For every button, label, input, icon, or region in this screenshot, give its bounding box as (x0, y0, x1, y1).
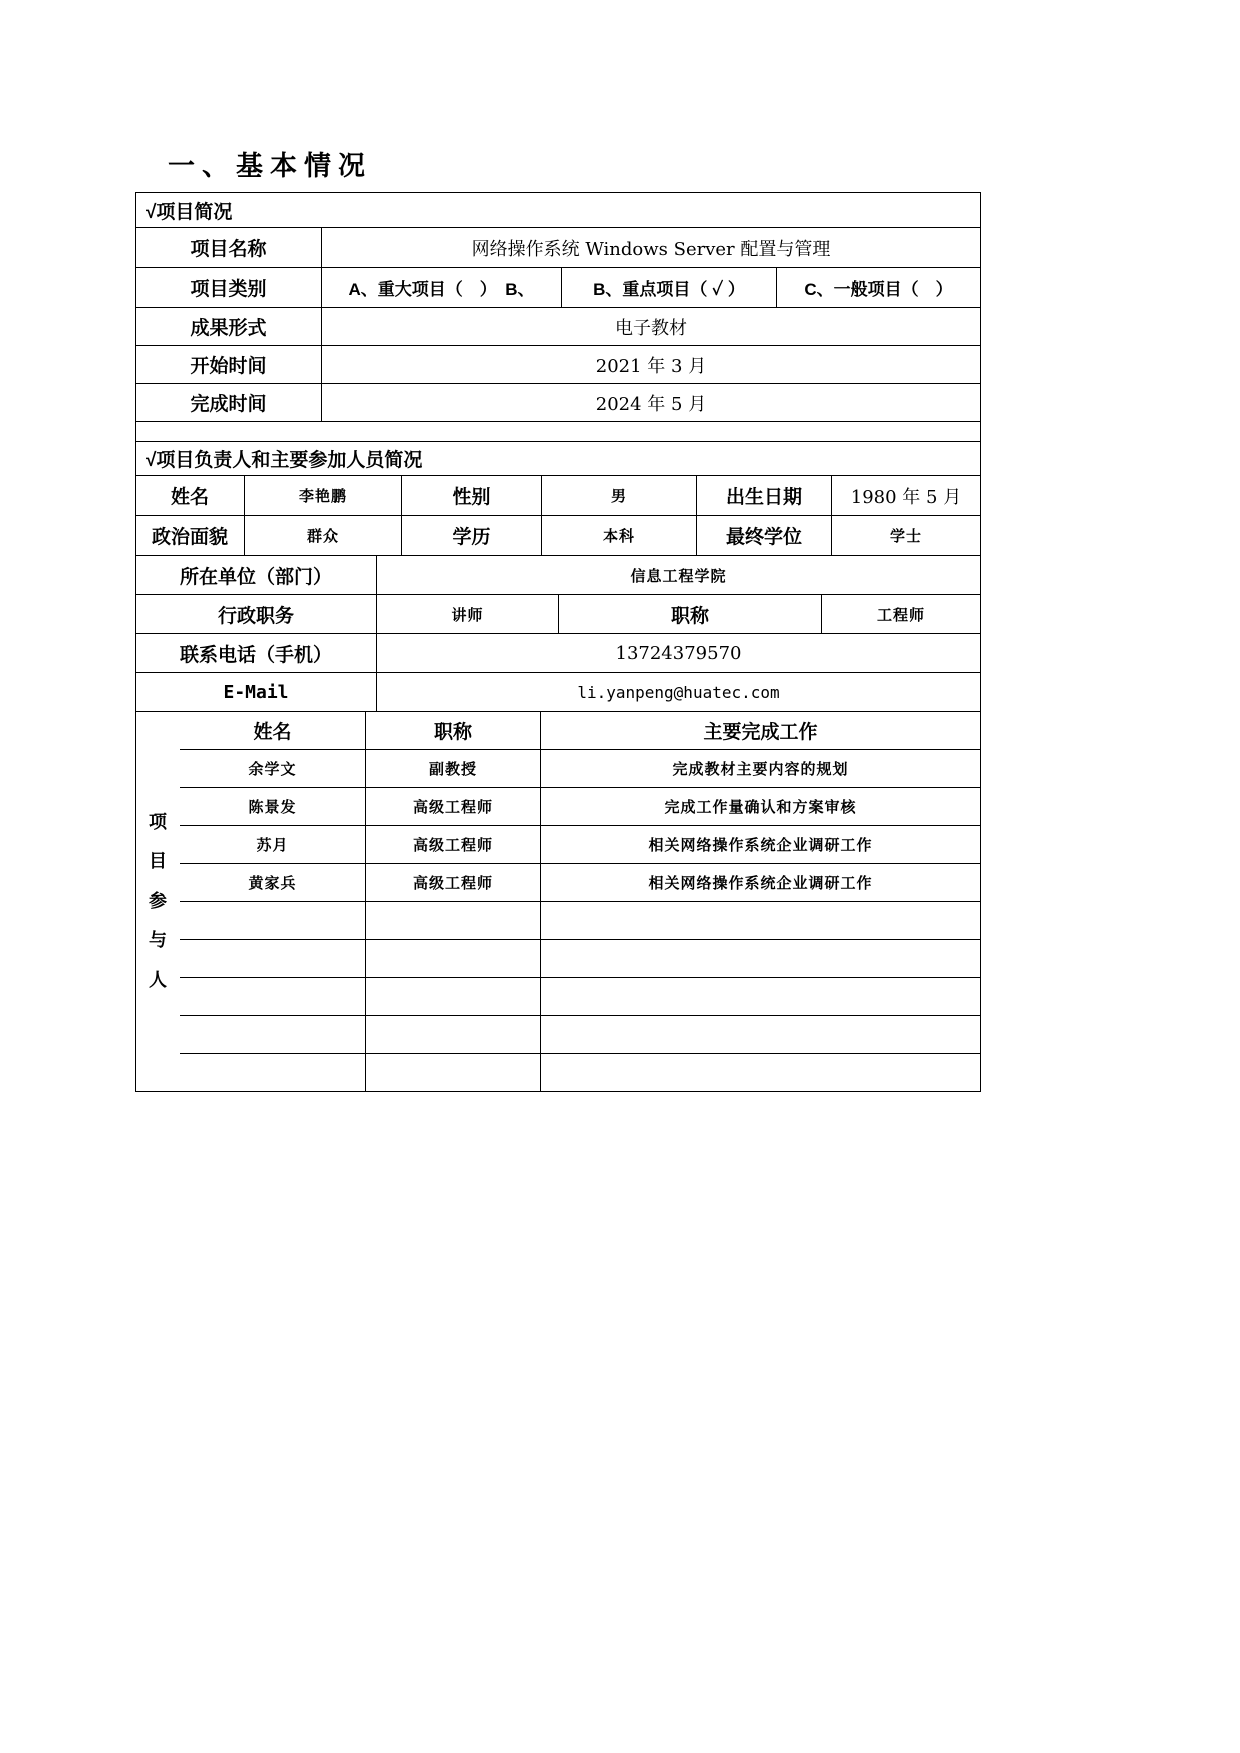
leader-email-row (136, 672, 980, 711)
leader-phone-label: 联系电话（手机） (179, 644, 332, 666)
leader-phone-value: 13724379570 (376, 634, 980, 672)
result-form-label: 成果形式 (190, 318, 267, 339)
leader-admin-row (136, 594, 980, 633)
participant-name (180, 1054, 365, 1091)
leader-section-label: √项目负责人和主要参加人员简况 (146, 450, 423, 471)
participant-name (180, 940, 365, 977)
participant-row (180, 1053, 980, 1091)
leader-section-row (136, 441, 980, 475)
leader-gender-value: 男 (541, 476, 696, 515)
participant-work: 相关网络操作系统企业调研工作 (540, 826, 980, 863)
participant-row (180, 749, 980, 787)
basic-info-table (135, 192, 981, 1092)
end-time-label: 完成时间 (190, 394, 267, 415)
participants-header-name: 姓名 (253, 722, 292, 743)
leader-title-label: 职称 (558, 595, 821, 633)
participant-title (365, 978, 540, 1015)
leader-political-value: 群众 (244, 516, 401, 555)
participant-row (180, 1015, 980, 1053)
participant-title (365, 902, 540, 939)
leader-name-label: 姓名 (170, 487, 209, 508)
leader-education-value: 本科 (541, 516, 696, 555)
participants-header-work: 主要完成工作 (540, 712, 980, 749)
participant-title (365, 1054, 540, 1091)
result-form-row (136, 307, 980, 345)
leader-degree-label: 最终学位 (696, 516, 831, 555)
leader-birth-value: 1980 年 5 月 (831, 476, 980, 515)
leader-degree-value: 学士 (831, 516, 980, 555)
leader-birth-label: 出生日期 (696, 476, 831, 515)
participant-work (540, 978, 980, 1015)
participant-name: 陈景发 (248, 799, 297, 816)
participant-title: 副教授 (365, 750, 540, 787)
category-option-c: C、一般项目（ ） (776, 268, 980, 307)
project-overview-section-row (136, 193, 980, 227)
participant-name: 余学文 (248, 761, 297, 778)
start-time-value: 2021 年 3 月 (321, 346, 980, 383)
participant-work (540, 902, 980, 939)
participant-name (180, 902, 365, 939)
leader-phone-row (136, 633, 980, 672)
participant-row (180, 825, 980, 863)
participant-work: 完成教材主要内容的规划 (540, 750, 980, 787)
participant-name: 黄家兵 (248, 875, 297, 892)
result-form-value: 电子教材 (321, 308, 980, 345)
leader-name-row (136, 475, 980, 515)
participant-work: 相关网络操作系统企业调研工作 (540, 864, 980, 901)
category-option-b: B、重点项目（ ✓ ） (561, 268, 776, 307)
end-time-value: 2024 年 5 月 (321, 384, 980, 421)
leader-unit-row (136, 555, 980, 594)
participants-table (180, 712, 980, 1091)
leader-admin-value: 讲师 (376, 595, 558, 633)
leader-admin-label: 行政职务 (217, 605, 294, 627)
participants-block (136, 711, 980, 1091)
participant-row (180, 939, 980, 977)
leader-political-label: 政治面貌 (151, 527, 228, 548)
participant-row (180, 787, 980, 825)
leader-political-row (136, 515, 980, 555)
participant-title: 高级工程师 (365, 864, 540, 901)
project-overview-section-label: √项目简况 (146, 201, 233, 223)
leader-name-value: 李艳鹏 (244, 476, 401, 515)
start-time-row (136, 345, 980, 383)
participant-work (540, 1054, 980, 1091)
participants-side-label: 项目参与人 (149, 811, 167, 990)
end-time-row (136, 383, 980, 421)
section-spacer-cell (136, 422, 980, 441)
leader-title-value: 工程师 (821, 595, 980, 633)
page-title: 一、基本情况 (168, 151, 372, 181)
project-name-row (136, 227, 980, 267)
participant-title: 高级工程师 (365, 826, 540, 863)
start-time-label: 开始时间 (190, 356, 267, 377)
section-spacer-row (136, 421, 980, 441)
leader-unit-label: 所在单位（部门） (179, 566, 332, 588)
participant-row (180, 977, 980, 1015)
leader-gender-label: 性别 (401, 476, 541, 515)
participant-name (180, 1016, 365, 1053)
participant-name (180, 978, 365, 1015)
participant-title (365, 940, 540, 977)
participants-header-title: 职称 (365, 712, 540, 749)
leader-education-label: 学历 (401, 516, 541, 555)
participant-work: 完成工作量确认和方案审核 (540, 788, 980, 825)
participant-title: 高级工程师 (365, 788, 540, 825)
project-category-row (136, 267, 980, 307)
leader-unit-value: 信息工程学院 (376, 556, 980, 594)
participant-name: 苏月 (256, 837, 289, 854)
participants-header-row (180, 712, 980, 749)
project-name-value: 网络操作系统 Windows Server 配置与管理 (321, 228, 980, 267)
participant-row (180, 901, 980, 939)
participant-work (540, 1016, 980, 1053)
project-name-label: 项目名称 (190, 239, 267, 260)
project-category-label: 项目类别 (190, 279, 267, 300)
participant-work (540, 940, 980, 977)
participant-row (180, 863, 980, 901)
leader-email-label: E-Mail (223, 681, 289, 703)
leader-email-value: li.yanpeng@huatec.com (376, 673, 980, 711)
participants-side-cell (136, 712, 180, 1091)
participant-title (365, 1016, 540, 1053)
category-option-a: A、重大项目（ ） B、 (321, 268, 561, 307)
